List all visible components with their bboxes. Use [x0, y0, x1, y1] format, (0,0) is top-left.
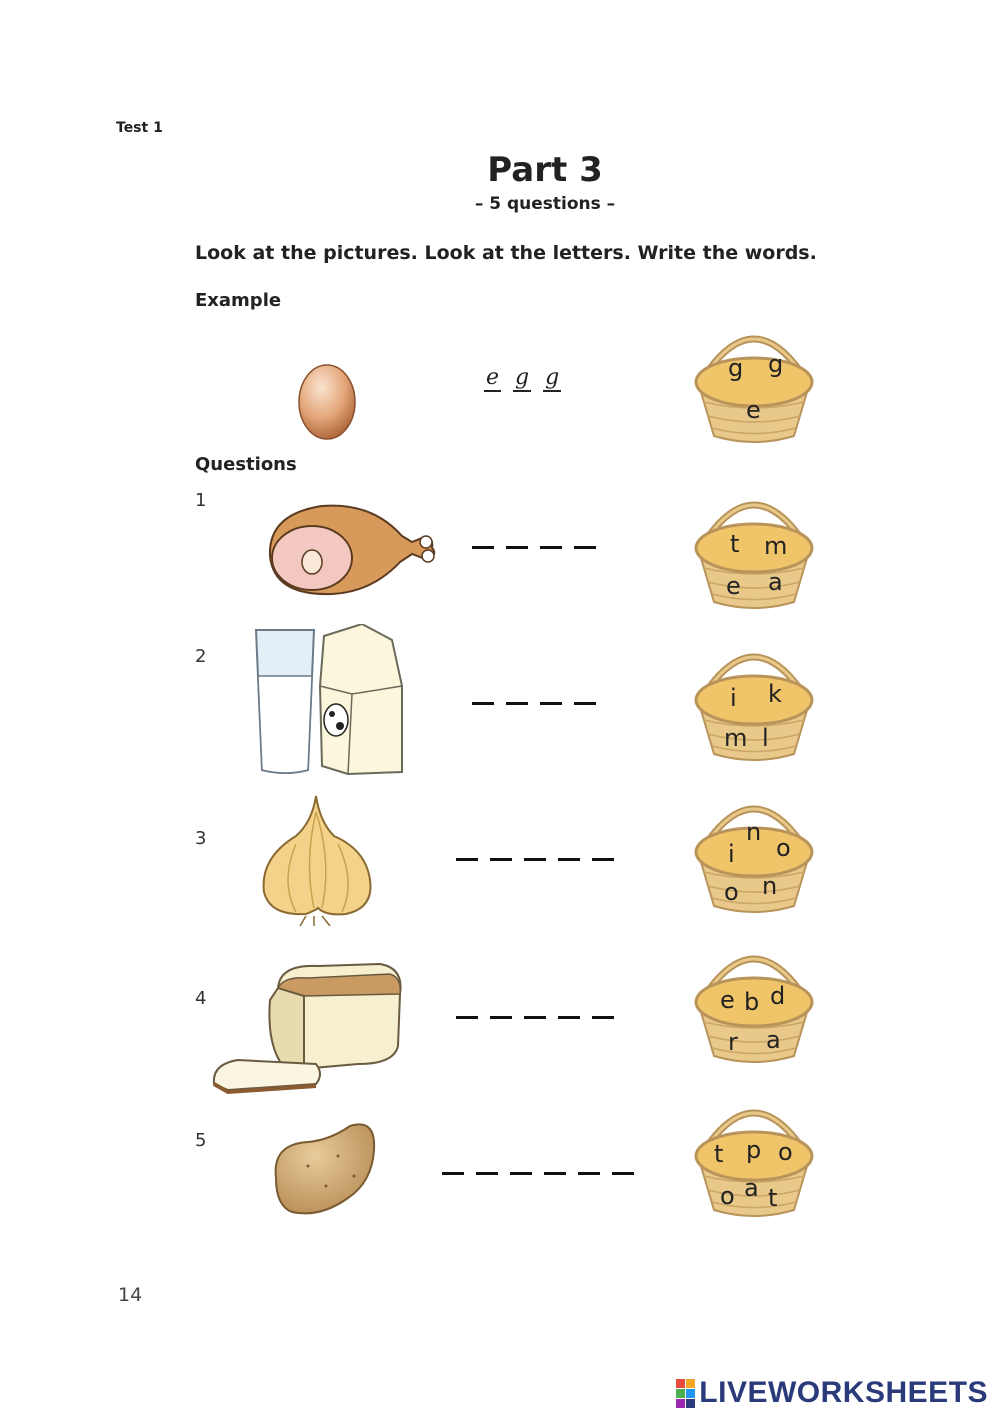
ham-icon — [262, 496, 442, 600]
basket-letter: e — [746, 396, 761, 424]
questions-heading: Questions — [195, 454, 297, 475]
instruction-text: Look at the pictures. Look at the letters. Write the words. — [195, 242, 817, 264]
page-subtitle: – 5 questions – — [474, 194, 616, 214]
basket-letter: r — [728, 1028, 738, 1056]
answer-blanks[interactable] — [456, 1014, 614, 1019]
blank[interactable] — [506, 544, 528, 549]
blank[interactable] — [592, 856, 614, 861]
question-number: 2 — [195, 646, 207, 667]
blank[interactable] — [476, 1170, 498, 1175]
milk-icon — [252, 624, 404, 778]
liveworksheets-logo — [676, 1376, 988, 1410]
liveworksheets-logo-icon — [676, 1379, 695, 1408]
blank[interactable] — [574, 544, 596, 549]
basket-letter: t — [714, 1140, 724, 1168]
blank[interactable] — [578, 1170, 600, 1175]
letter-basket — [684, 1092, 824, 1222]
question-number: 1 — [195, 490, 207, 511]
answer-blanks[interactable] — [456, 856, 614, 861]
answer-blanks[interactable] — [472, 700, 596, 705]
answer-letter: e — [486, 365, 500, 390]
basket-letter: l — [762, 724, 769, 752]
answer-letter: g — [545, 365, 560, 390]
basket-letter: m — [764, 532, 788, 560]
letter-basket — [684, 938, 824, 1068]
blank[interactable] — [490, 1014, 512, 1019]
blank[interactable] — [456, 1014, 478, 1019]
blank[interactable] — [524, 1014, 546, 1019]
basket-letter: d — [770, 982, 786, 1010]
answer-blanks[interactable] — [442, 1170, 634, 1175]
bread-icon — [208, 960, 408, 1100]
question-number: 3 — [195, 828, 207, 849]
blank[interactable] — [540, 544, 562, 549]
answer-blanks[interactable] — [472, 544, 596, 549]
basket-letter: a — [744, 1174, 759, 1202]
potato-icon — [268, 1120, 378, 1220]
basket-letter: i — [728, 840, 735, 868]
basket-letter: b — [744, 988, 760, 1016]
blank[interactable] — [612, 1170, 634, 1175]
basket-letter: i — [730, 684, 737, 712]
basket-letter: n — [746, 818, 762, 846]
basket-letter: n — [762, 872, 778, 900]
egg-icon — [296, 362, 358, 440]
blank[interactable] — [456, 856, 478, 861]
example-answer — [484, 366, 561, 392]
basket-letter: o — [776, 834, 791, 862]
letter-basket — [684, 788, 824, 918]
blank[interactable] — [490, 856, 512, 861]
question-number: 4 — [195, 988, 207, 1009]
blank[interactable] — [544, 1170, 566, 1175]
letter-basket — [684, 636, 824, 766]
question-number: 5 — [195, 1130, 207, 1151]
basket-letter: o — [720, 1182, 735, 1210]
basket-letter: e — [726, 572, 741, 600]
blank[interactable] — [558, 856, 580, 861]
onion-icon — [256, 792, 376, 928]
basket-letter: o — [778, 1138, 793, 1166]
basket-letter: m — [724, 724, 748, 752]
blank[interactable] — [574, 700, 596, 705]
blank[interactable] — [442, 1170, 464, 1175]
blank[interactable] — [558, 1014, 580, 1019]
basket-letter: e — [720, 986, 735, 1014]
blank[interactable] — [472, 700, 494, 705]
letter-basket — [684, 318, 824, 448]
basket-letter: t — [768, 1184, 778, 1212]
blank[interactable] — [540, 700, 562, 705]
basket-letter: a — [768, 568, 783, 596]
basket-letter: g — [728, 354, 744, 382]
basket-letter: g — [768, 350, 784, 378]
basket-letter: t — [730, 530, 740, 558]
basket-letter: o — [724, 878, 739, 906]
page-number: 14 — [118, 1284, 143, 1306]
example-heading: Example — [195, 290, 282, 311]
blank[interactable] — [510, 1170, 532, 1175]
answer-letter: g — [515, 365, 530, 390]
letter-basket — [684, 484, 824, 614]
page-title: Part 3 — [487, 150, 603, 190]
basket-letter: p — [746, 1136, 762, 1164]
blank[interactable] — [472, 544, 494, 549]
basket-letter: a — [766, 1026, 781, 1054]
basket-letter: k — [768, 680, 782, 708]
blank[interactable] — [506, 700, 528, 705]
blank[interactable] — [524, 856, 546, 861]
brand-name: LIVEWORKSHEETS — [699, 1376, 988, 1409]
blank[interactable] — [592, 1014, 614, 1019]
test-label: Test 1 — [116, 120, 163, 136]
